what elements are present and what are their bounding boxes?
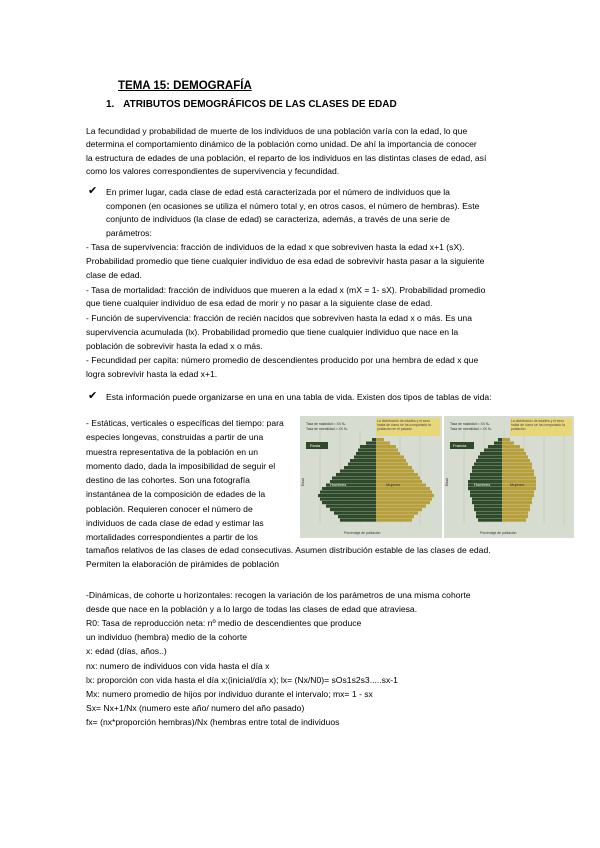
dynamic-line: nx: numero de individuos con vida hasta el día x (86, 661, 270, 671)
static-line: destino de las cohortes. Son una fotografía (86, 475, 250, 485)
dynamic-line: desde que nace en la población y a lo largo de todas las clases de edad que atraviesa. (86, 604, 418, 614)
bullet-line: En primer lugar, cada clase de edad está caracterizada por el número de individuos que la (106, 187, 450, 197)
female-label: Mujeres (510, 482, 525, 487)
region-label: Rusia (310, 443, 321, 448)
x-axis-label: Porcentaje de población (480, 531, 517, 535)
bullet-line: Esta información puede organizarse en una en una tabla de vida. Existen dos tipos de tablas de vida: (106, 392, 492, 402)
static-line: individuos de cada clase de edad y estimar las (86, 518, 264, 528)
page-title: TEMA 15: DEMOGRAFÍA (118, 80, 252, 92)
bullet-line: componen (en ocasiones se utiliza el número total y, en otros casos, el número de hembras). Este (106, 201, 480, 211)
static-line: especies longevas, construidas a partir de una (86, 432, 264, 442)
male-label: Hombres (474, 482, 491, 487)
intro-line: como los valores correspondientes de supervivencia y fecundidad. (86, 166, 340, 176)
param-line: - Tasa de mortalidad: fracción de individuos que mueren a la edad x (mX = 1- sX). Probabilidad promedio (86, 285, 486, 295)
dynamic-line: Sx= Nx+1/Nx (numero este año/ numero del año pasado) (86, 703, 305, 713)
section-title: ATRIBUTOS DEMOGRÁFICOS DE LAS CLASES DE EDAD (123, 99, 397, 110)
legend-natality: Tasa de natalidad = XX ‰ (306, 422, 346, 426)
dynamic-line: fx= (nx*proporción hembras)/Nx (hembras entre total de individuos (86, 717, 340, 727)
bullet-line: conjunto de individuos (la clase de edad) se caracteriza, además, a través de una serie de (106, 214, 450, 224)
static-line: población. Requieren conocer el número de (86, 504, 253, 514)
callout-text: La distribución de edades y el sexo habla de cómo se ha comportado la población (511, 418, 565, 431)
pyramid-svg (444, 416, 574, 538)
x-axis-label: Porcentaje de población (344, 531, 381, 535)
region-label: Francia (453, 443, 467, 448)
pyramid-svg (300, 416, 442, 538)
section-number: 1. (106, 99, 115, 110)
static-line: instantánea de la composición de edades de la (86, 489, 266, 499)
static-line: muestra representativa de la población en un (86, 447, 258, 457)
intro-line: La fecundidad y probabilidad de muerte de los individuos de una población varía con la edad, lo que (86, 126, 468, 136)
legend-mortality: Tasa de mortalidad = XX ‰ (306, 427, 348, 431)
param-line: Probabilidad promedio que tiene cualquier individuo de esa edad de sobrevivir hasta pasar a la siguiente (86, 256, 485, 266)
intro-line: la estructura de edades de una población, el reparto de los individuos en las distintas clases de edad, así (86, 153, 487, 163)
static-line: momento dado, dada la imposibilidad de seguir el (86, 461, 276, 471)
param-line: logra sobrevivir hasta la edad x+1. (86, 369, 218, 379)
param-line: población de sobrevivir hasta la edad x o más. (86, 341, 263, 351)
check-icon: ✔ (88, 390, 98, 402)
static-line: mortalidades correspondientes a partir de los (86, 532, 258, 542)
param-line: - Tasa de supervivencia: fracción de individuos de la edad x que sobreviven hasta la edad x+1 (sX). (86, 242, 465, 252)
static-line: Permiten la elaboración de pirámides de población (86, 559, 279, 569)
male-label: Hombres (330, 482, 347, 487)
check-icon: ✔ (88, 185, 98, 197)
intro-line: determina el comportamiento dinámico de la población como unidad. De ahí la importancia de conocer (86, 139, 477, 149)
dynamic-line: Mx: numero promedio de hijos por individuo durante el intervalo; mx= 1 - sx (86, 689, 373, 699)
param-line: clase de edad. (86, 270, 142, 280)
dynamic-line: R0: Tasa de reproducción neta: nº medio de descendientes que produce (86, 618, 362, 628)
static-line: tamaños relativos de las clases de edad consecutivas. Asumen distribución estable de las clases de edad. (86, 545, 491, 555)
bullet-line: parámetros: (106, 228, 152, 238)
param-line: que tiene cualquier individuo de esa edad de morir y no pasar a la siguiente clase de edad. (86, 298, 433, 308)
dynamic-line: x: edad (días, años..) (86, 646, 167, 656)
dynamic-line: lx: proporción con vida hasta el día x;(inicial/día x); lx= (Nx/N0)= sOs1s2s3.....sx-1 (86, 675, 398, 685)
y-axis-label: Edad (301, 478, 305, 486)
population-pyramid-russia (300, 416, 442, 538)
female-label: Mujeres (386, 482, 401, 487)
dynamic-line: -Dinámicas, de cohorte u horizontales: recogen la variación de los parámetros de una misma cohorte (86, 590, 471, 600)
param-line: - Función de supervivencia: fracción de recién nacidos que sobreviven hasta la edad x o más. Es una (86, 313, 472, 323)
y-axis-label: Edad (445, 478, 449, 486)
legend-mortality: Tasa de mortalidad = XX ‰ (450, 427, 492, 431)
section-heading (106, 99, 397, 111)
param-line: - Fecundidad per capita: número promedio de descendientes producido por una hembra de edad x que (86, 355, 479, 365)
population-pyramid-france (444, 416, 574, 538)
param-line: supervivencia acumulada (lx). Probabilidad promedio que tiene cualquier individuo que nace en la (86, 327, 459, 337)
dynamic-line: un individuo (hembra) medio de la cohorte (86, 632, 247, 642)
legend-natality: Tasa de natalidad = XX ‰ (450, 422, 490, 426)
callout-text: La distribución de edades y el sexo habla de cómo se ha comportado la población en el pasado (377, 418, 431, 431)
static-line: - Estáticas, verticales o específicas del tiempo: para (86, 418, 284, 428)
